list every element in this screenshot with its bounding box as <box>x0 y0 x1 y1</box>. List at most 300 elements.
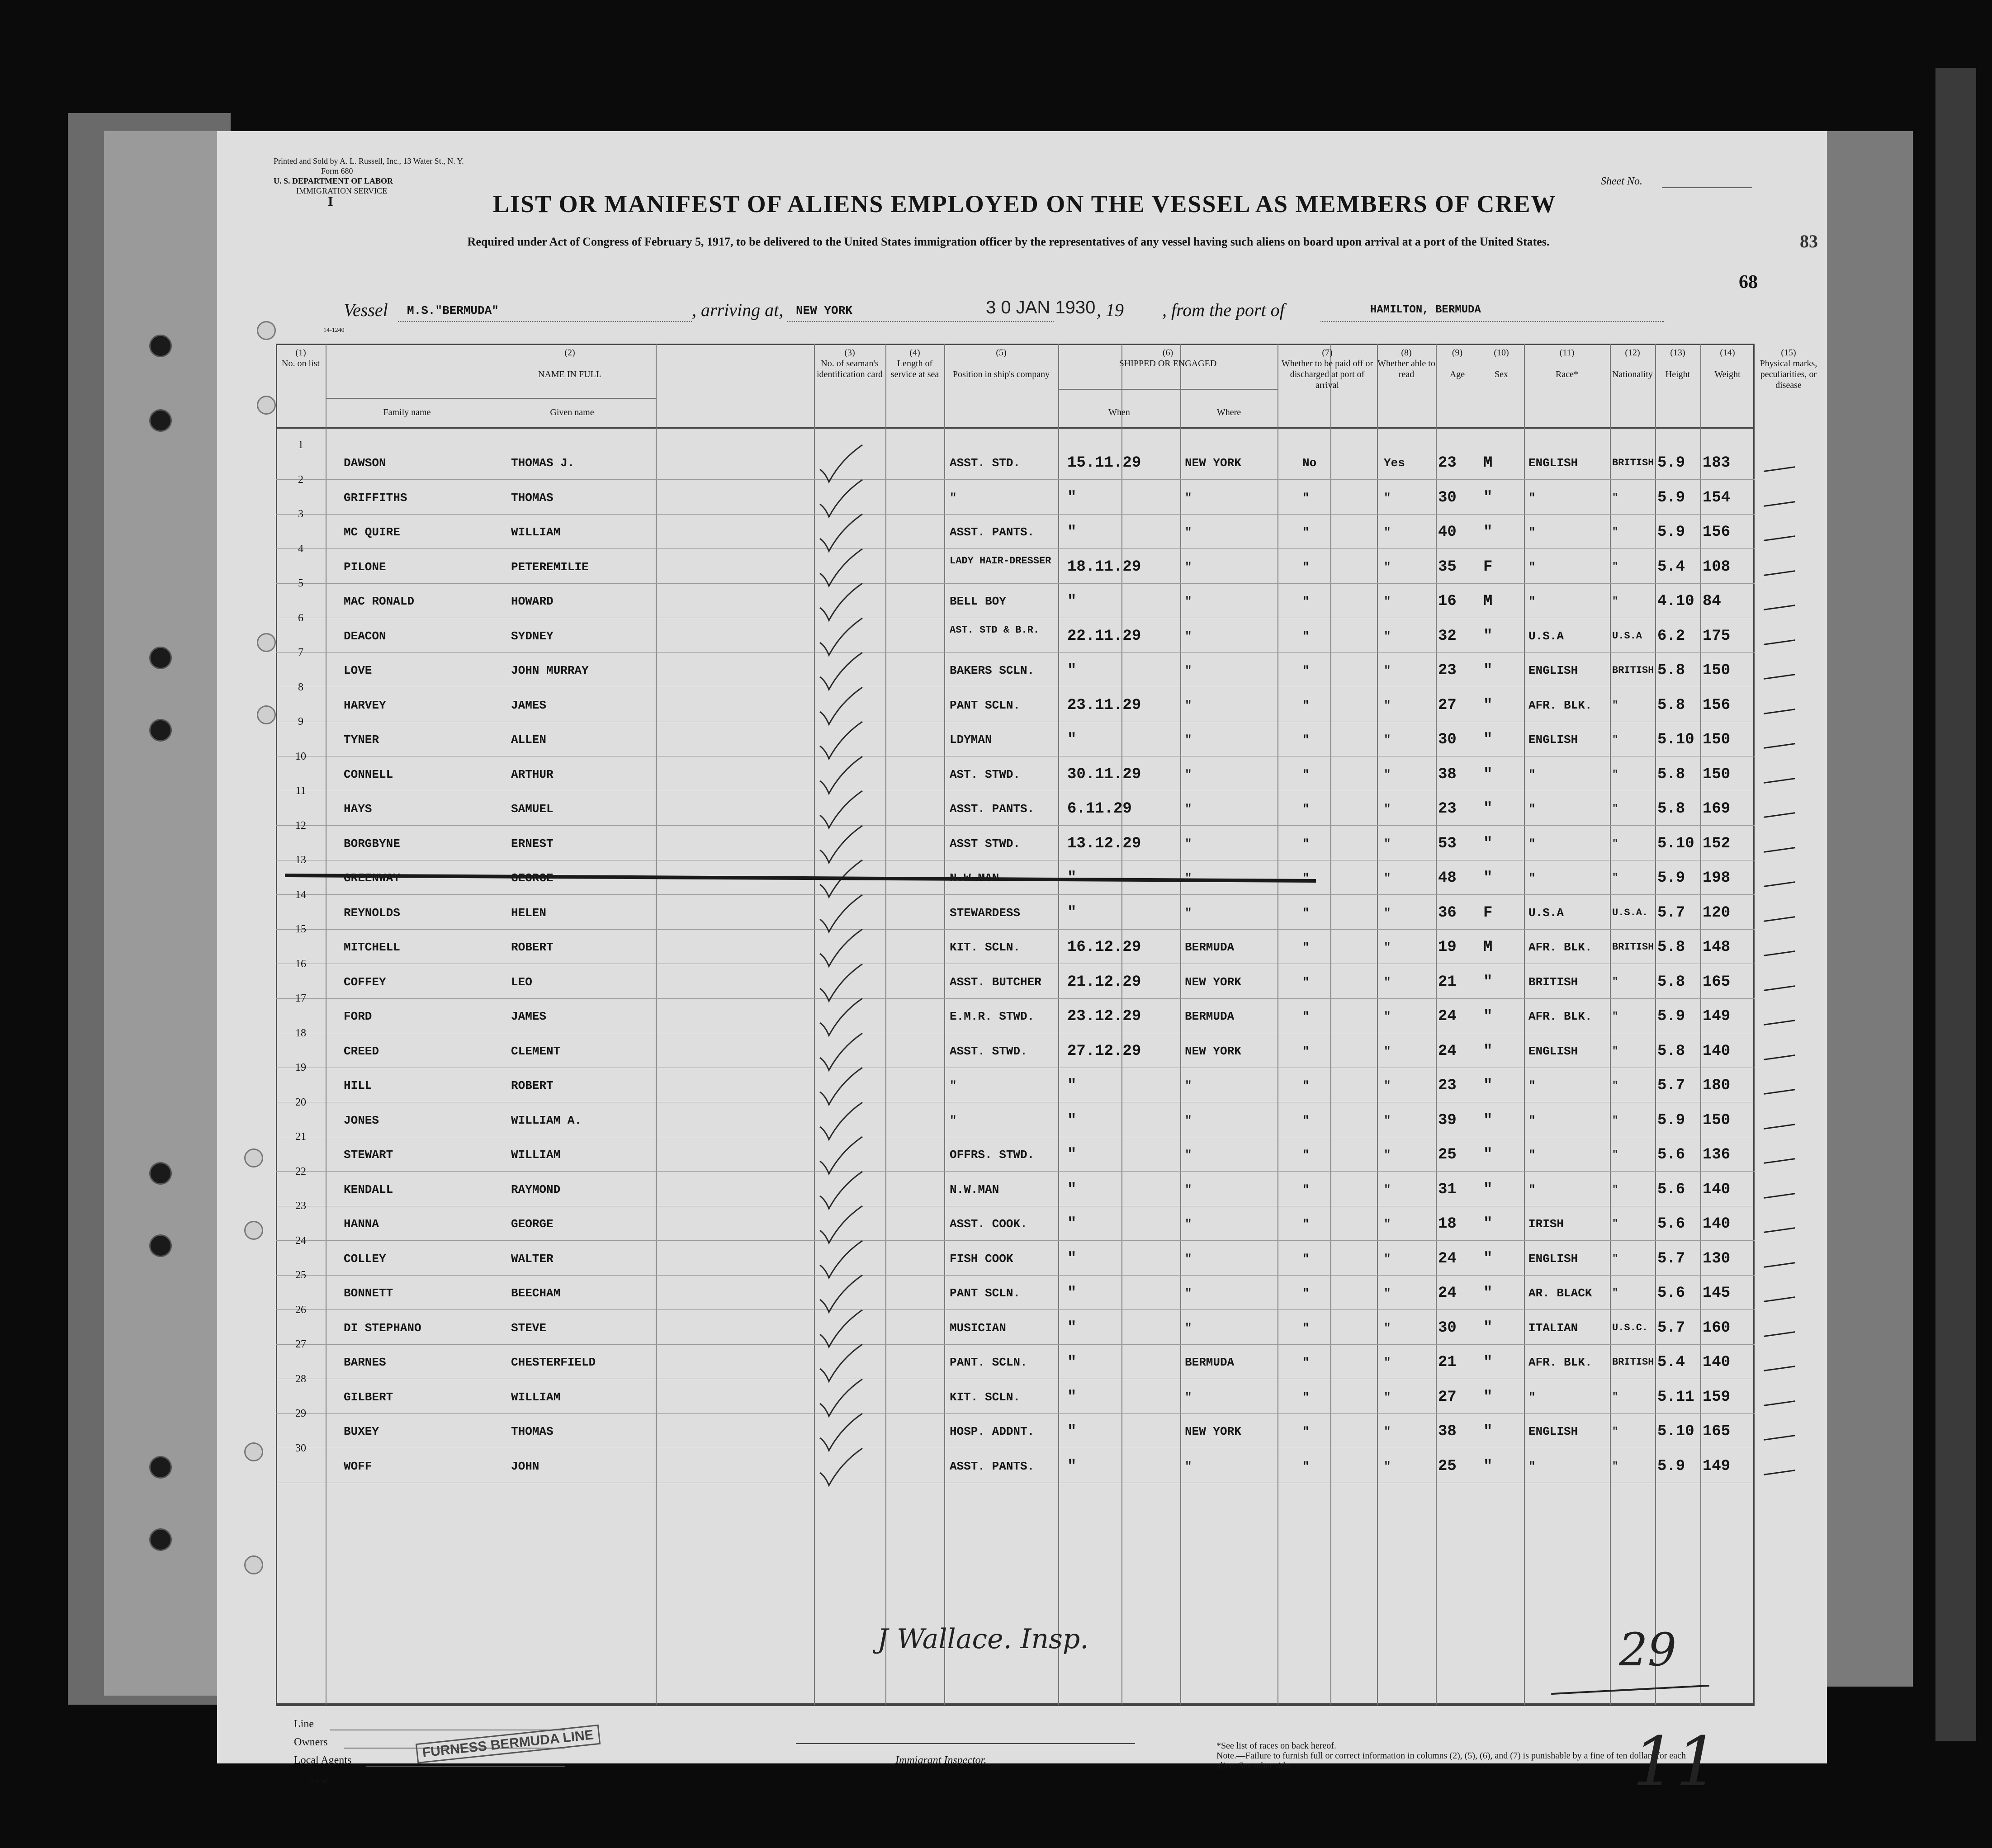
cell-paid: " <box>1302 1390 1310 1404</box>
form-code: 14-1240 <box>323 327 345 334</box>
table-row <box>217 1027 1827 1075</box>
arriving-port: NEW YORK <box>796 304 852 317</box>
physical-marks-dash <box>1764 743 1795 749</box>
cell-sex: " <box>1483 870 1493 887</box>
cell-height: 5.8 <box>1657 662 1685 679</box>
cell-read: " <box>1384 664 1391 677</box>
cell-position: AST. STWD. <box>950 767 1021 781</box>
cell-sex: M <box>1483 593 1493 610</box>
cell-height: 5.8 <box>1657 939 1685 956</box>
cell-weight: 198 <box>1703 870 1731 887</box>
col-header-age: (9) Age <box>1449 348 1465 379</box>
cell-nationality: U.S.C. <box>1612 1322 1648 1333</box>
cell-where: " <box>1185 1148 1192 1162</box>
cell-height: 5.9 <box>1657 1008 1685 1025</box>
cell-paid: " <box>1302 1010 1310 1023</box>
table-row <box>217 716 1827 763</box>
cell-weight: 154 <box>1703 489 1731 506</box>
cell-nationality: BRITISH <box>1612 941 1654 953</box>
physical-marks-dash <box>1764 1435 1795 1441</box>
cell-position: PANT SCLN. <box>950 698 1021 712</box>
cell-position: ASST. PANTS. <box>950 1459 1035 1473</box>
cell-position: AST. STD & B.R. <box>950 624 1040 636</box>
cell-read: " <box>1384 1217 1391 1231</box>
cell-race: " <box>1528 560 1536 574</box>
cell-paid: No <box>1302 456 1317 470</box>
physical-marks-dash <box>1764 916 1795 922</box>
cell-sex: " <box>1483 662 1493 679</box>
cell-weight: 150 <box>1703 731 1731 748</box>
cell-age: 24 <box>1438 1042 1457 1060</box>
col-header-seaman-card: (3) No. of seaman's identification card <box>816 348 883 379</box>
cell-paid: " <box>1302 1182 1310 1196</box>
cell-no: 6 <box>298 612 303 624</box>
cell-family: KENDALL <box>344 1182 393 1196</box>
cell-paid: " <box>1302 491 1310 505</box>
cell-weight: 149 <box>1703 1457 1731 1475</box>
cell-family: MC QUIRE <box>344 525 400 539</box>
table-row <box>217 1234 1827 1282</box>
cell-race: " <box>1528 837 1536 851</box>
cell-sex: " <box>1483 1319 1493 1337</box>
cell-given: ARTHUR <box>511 767 554 781</box>
cell-where: " <box>1185 1113 1192 1127</box>
cell-height: 5.7 <box>1657 1077 1685 1094</box>
cell-family: GILBERT <box>344 1390 393 1404</box>
physical-marks-dash <box>1764 1366 1795 1371</box>
cell-age: 19 <box>1438 939 1457 956</box>
cell-height: 5.7 <box>1657 1319 1685 1337</box>
cell-no: 2 <box>298 473 303 486</box>
physical-marks-dash <box>1764 1262 1795 1268</box>
cell-age: 23 <box>1438 454 1457 472</box>
vessel-line <box>398 321 692 322</box>
from-port-label: , from the port of <box>1162 300 1285 320</box>
col-header-sex: (10) Sex <box>1494 348 1509 379</box>
cell-where: " <box>1185 906 1192 920</box>
cell-given: PETEREMILIE <box>511 560 589 574</box>
physical-marks-dash <box>1764 1331 1795 1337</box>
cell-sex: " <box>1483 1111 1493 1129</box>
cell-family: BARNES <box>344 1356 386 1369</box>
cell-family: LOVE <box>344 664 372 677</box>
cell-age: 16 <box>1438 593 1457 610</box>
cell-weight: 156 <box>1703 696 1731 714</box>
cell-weight: 130 <box>1703 1250 1731 1267</box>
cell-given: JOHN <box>511 1459 539 1473</box>
cell-weight: 140 <box>1703 1042 1731 1060</box>
form-number: Form 680 <box>321 166 353 175</box>
cell-position: BAKERS SCLN. <box>950 664 1035 677</box>
cell-read: " <box>1384 1010 1391 1023</box>
cell-when: 18.11.29 <box>1067 558 1141 576</box>
check-mark-icon <box>816 1445 866 1490</box>
cell-family: DI STEPHANO <box>344 1321 421 1335</box>
table-row <box>217 612 1827 660</box>
cell-height: 4.10 <box>1657 593 1694 610</box>
table-row <box>217 1062 1827 1109</box>
cell-sex: " <box>1483 1008 1493 1025</box>
physical-marks-dash <box>1764 1470 1795 1475</box>
cell-race: ENGLISH <box>1528 1044 1578 1058</box>
cell-race: " <box>1528 1113 1536 1127</box>
cell-read: " <box>1384 1113 1391 1127</box>
cell-given: THOMAS <box>511 1425 554 1438</box>
cell-nationality: " <box>1612 1287 1618 1299</box>
cell-height: 5.6 <box>1657 1146 1685 1163</box>
cell-when: " <box>1067 1146 1077 1163</box>
cell-race: ENGLISH <box>1528 1425 1578 1438</box>
cell-no: 19 <box>295 1062 306 1073</box>
cell-when: " <box>1067 593 1077 610</box>
cell-read: " <box>1384 560 1391 574</box>
table-row <box>217 1269 1827 1317</box>
cell-position: " <box>950 1113 957 1127</box>
printer-line: Printed and Sold by A. L. Russell, Inc., 13 Water St., N. Y. <box>274 156 464 165</box>
cell-race: AFR. BLK. <box>1528 941 1592 954</box>
cell-height: 6.2 <box>1657 627 1685 645</box>
cell-no: 21 <box>295 1131 306 1143</box>
line-stamp: FURNESS BERMUDA LINE <box>416 1725 601 1763</box>
cell-nationality: U.S.A. <box>1612 907 1648 918</box>
table-row <box>217 577 1827 625</box>
cell-given: STEVE <box>511 1321 547 1335</box>
cell-paid: " <box>1302 767 1310 781</box>
physical-marks-dash <box>1764 501 1795 507</box>
cell-read: " <box>1384 1356 1391 1369</box>
cell-paid: " <box>1302 802 1310 816</box>
cell-age: 27 <box>1438 1388 1457 1406</box>
cell-height: 5.8 <box>1657 973 1685 991</box>
cell-sex: " <box>1483 800 1493 818</box>
cell-family: HAYS <box>344 802 372 816</box>
cell-paid: " <box>1302 1113 1310 1127</box>
cell-nationality: " <box>1612 1460 1618 1472</box>
cell-read: " <box>1384 1286 1391 1300</box>
col-header-shipped: (6) SHIPPED OR ENGAGED <box>1119 348 1217 369</box>
cell-read: Yes <box>1384 456 1405 470</box>
cell-race: ENGLISH <box>1528 733 1578 747</box>
cell-age: 21 <box>1438 1354 1457 1371</box>
cell-when: " <box>1067 1319 1077 1337</box>
col-header-height: (13) Height <box>1665 348 1690 379</box>
cell-given: WILLIAM <box>511 1390 561 1404</box>
cell-read: " <box>1384 1079 1391 1092</box>
col-header-race: (11) Race* <box>1556 348 1578 379</box>
cell-nationality: " <box>1612 1011 1618 1022</box>
cell-weight: 150 <box>1703 662 1731 679</box>
physical-marks-dash <box>1764 778 1795 784</box>
cell-given: THOMAS <box>511 491 554 505</box>
cell-nationality: " <box>1612 1114 1618 1126</box>
cell-given: ROBERT <box>511 941 554 954</box>
cell-where: " <box>1185 1390 1192 1404</box>
cell-given: HOWARD <box>511 595 554 608</box>
cell-age: 40 <box>1438 524 1457 541</box>
cell-age: 30 <box>1438 1319 1457 1337</box>
binder-hole <box>257 321 276 340</box>
cell-sex: " <box>1483 835 1493 852</box>
cell-sex: " <box>1483 1250 1493 1267</box>
cell-given: RAYMOND <box>511 1182 561 1196</box>
table-row <box>217 750 1827 798</box>
cell-read: " <box>1384 733 1391 747</box>
col-header-service-length: (4) Length of service at sea <box>890 348 939 379</box>
cell-when: " <box>1067 489 1077 506</box>
cell-height: 5.7 <box>1657 1250 1685 1267</box>
cell-age: 31 <box>1438 1181 1457 1198</box>
page-number: 68 <box>1739 272 1758 293</box>
cell-family: PILONE <box>344 560 386 574</box>
cell-nationality: BRITISH <box>1612 665 1654 676</box>
table-row <box>217 1442 1827 1490</box>
cell-given: THOMAS J. <box>511 456 575 470</box>
cell-when: " <box>1067 1111 1077 1129</box>
cell-family: GREENWAY <box>344 871 400 885</box>
cell-position: LADY HAIR-DRESSER <box>950 555 1051 567</box>
physical-marks-dash <box>1764 1400 1795 1406</box>
cell-race: " <box>1528 595 1536 608</box>
physical-marks-dash <box>1764 466 1795 472</box>
cell-family: BORGBYNE <box>344 837 400 851</box>
cell-read: " <box>1384 906 1391 920</box>
cell-position: FISH COOK <box>950 1252 1013 1266</box>
cell-read: " <box>1384 1252 1391 1266</box>
table-row <box>217 785 1827 832</box>
physical-marks-dash <box>1764 950 1795 956</box>
arrival-date-stamp: 3 0 JAN 1930 <box>986 298 1096 317</box>
cell-weight: 136 <box>1703 1146 1731 1163</box>
cell-read: " <box>1384 629 1391 643</box>
table-row <box>217 647 1827 694</box>
col-header-nationality: (12) Nationality <box>1612 348 1653 379</box>
cell-when: " <box>1067 524 1077 541</box>
table-row <box>217 993 1827 1040</box>
cell-nationality: U.S.A <box>1612 630 1642 642</box>
cell-family: COLLEY <box>344 1252 386 1266</box>
cell-read: " <box>1384 1425 1391 1438</box>
cell-given: SAMUEL <box>511 802 554 816</box>
cell-no: 14 <box>295 889 306 901</box>
physical-marks-dash <box>1764 985 1795 991</box>
cell-no: 22 <box>295 1165 306 1177</box>
cell-paid: " <box>1302 1044 1310 1058</box>
cell-where: " <box>1185 1252 1192 1266</box>
cell-family: CONNELL <box>344 767 393 781</box>
cell-given: ROBERT <box>511 1079 554 1092</box>
cell-no: 28 <box>295 1373 306 1385</box>
table-row <box>217 819 1827 867</box>
cell-no: 13 <box>295 854 306 866</box>
cell-family: COFFEY <box>344 975 386 989</box>
physical-marks-dash <box>1764 639 1795 645</box>
cell-weight: 152 <box>1703 835 1731 852</box>
cell-nationality: " <box>1612 803 1618 814</box>
binder-hole <box>149 409 172 432</box>
cell-when: 23.12.29 <box>1067 1008 1141 1025</box>
cell-height: 5.8 <box>1657 800 1685 818</box>
cell-height: 5.10 <box>1657 731 1694 748</box>
table-row <box>217 473 1827 521</box>
cell-sex: F <box>1483 558 1493 576</box>
physical-marks-dash <box>1764 1227 1795 1233</box>
cell-no: 1 <box>298 439 303 451</box>
cell-race: U.S.A <box>1528 906 1564 920</box>
cell-where: " <box>1185 733 1192 747</box>
cell-age: 38 <box>1438 766 1457 783</box>
physical-marks-dash <box>1764 605 1795 610</box>
cell-nationality: " <box>1612 1183 1618 1195</box>
physical-marks-dash <box>1764 1124 1795 1130</box>
cell-no: 29 <box>295 1408 306 1419</box>
cell-position: N.W.MAN <box>950 1182 999 1196</box>
cell-nationality: " <box>1612 1391 1618 1403</box>
cell-nationality: " <box>1612 837 1618 849</box>
cell-race: " <box>1528 525 1536 539</box>
cell-when: " <box>1067 1181 1077 1198</box>
cell-age: 36 <box>1438 904 1457 922</box>
cell-age: 30 <box>1438 489 1457 506</box>
cell-when: 16.12.29 <box>1067 939 1141 956</box>
table-row <box>217 1165 1827 1213</box>
cell-nationality: " <box>1612 976 1618 988</box>
cell-weight: 165 <box>1703 973 1731 991</box>
from-port-line <box>1320 321 1664 322</box>
page-subtitle: Required under Act of Congress of February 5, 1917, to be delivered to the United States immigration officer by the representatives of any vessel having such aliens on board upon arrival at a port of the United States. <box>467 235 1550 248</box>
table-row <box>217 1131 1827 1178</box>
col-header-physical-marks: (15) Physical marks, peculiarities, or disease <box>1760 348 1817 390</box>
cell-read: " <box>1384 698 1391 712</box>
cell-when: " <box>1067 662 1077 679</box>
sheet-number-line <box>1662 187 1752 188</box>
physical-marks-dash <box>1764 709 1795 714</box>
cell-read: " <box>1384 1390 1391 1404</box>
cell-weight: 159 <box>1703 1388 1731 1406</box>
cell-age: 23 <box>1438 800 1457 818</box>
cell-where: " <box>1185 1286 1192 1300</box>
cell-family: JONES <box>344 1113 379 1127</box>
footer-note-races: *See list of races on back hereof. <box>1216 1741 1336 1751</box>
cell-no: 16 <box>295 958 306 970</box>
cell-age: 23 <box>1438 662 1457 679</box>
cell-family: HILL <box>344 1079 372 1092</box>
col-header-family-name: Family name <box>383 407 431 417</box>
cell-family: DEACON <box>344 629 386 643</box>
cell-family: REYNOLDS <box>344 906 400 920</box>
cell-nationality: BRITISH <box>1612 1356 1654 1368</box>
cell-paid: " <box>1302 1252 1310 1266</box>
cell-no: 3 <box>298 508 303 520</box>
cell-given: CHESTERFIELD <box>511 1356 596 1369</box>
inspector-signature: J Wallace. Insp. <box>877 1623 1089 1655</box>
cell-sex: " <box>1483 1285 1493 1302</box>
cell-read: " <box>1384 941 1391 954</box>
cell-given: ERNEST <box>511 837 554 851</box>
cell-height: 5.9 <box>1657 1457 1685 1475</box>
cell-no: 20 <box>295 1096 306 1108</box>
cell-race: " <box>1528 1079 1536 1092</box>
sheet-number-label: Sheet No. <box>1601 175 1642 187</box>
cell-no: 5 <box>298 577 303 589</box>
cell-when: " <box>1067 1388 1077 1406</box>
vessel-name: M.S."BERMUDA" <box>407 304 499 317</box>
binder-hole <box>149 335 172 357</box>
cell-where: " <box>1185 491 1192 505</box>
cell-family: HANNA <box>344 1217 379 1231</box>
binder-hole <box>149 1234 172 1257</box>
cell-age: 27 <box>1438 696 1457 714</box>
cell-position: LDYMAN <box>950 733 992 747</box>
cell-when: " <box>1067 731 1077 748</box>
cell-when: " <box>1067 870 1077 887</box>
year-label: , 19 <box>1097 300 1124 320</box>
cell-height: 5.9 <box>1657 454 1685 472</box>
cell-when: " <box>1067 1077 1077 1094</box>
cell-position: STEWARDESS <box>950 906 1021 920</box>
cell-where: " <box>1185 871 1192 885</box>
cell-age: 48 <box>1438 870 1457 887</box>
physical-marks-dash <box>1764 1020 1795 1026</box>
cell-age: 21 <box>1438 973 1457 991</box>
cell-sex: " <box>1483 1181 1493 1198</box>
physical-marks-dash <box>1764 847 1795 853</box>
cell-nationality: " <box>1612 561 1618 572</box>
cell-no: 26 <box>295 1304 306 1316</box>
cell-where: BERMUDA <box>1185 1356 1235 1369</box>
binder-hole <box>149 1162 172 1185</box>
cell-age: 35 <box>1438 558 1457 576</box>
cell-weight: 180 <box>1703 1077 1731 1094</box>
cell-read: " <box>1384 802 1391 816</box>
cell-paid: " <box>1302 1425 1310 1438</box>
table-row <box>217 1338 1827 1386</box>
cell-read: " <box>1384 1044 1391 1058</box>
physical-marks-dash <box>1764 1193 1795 1199</box>
cell-weight: 150 <box>1703 766 1731 783</box>
cell-family: HARVEY <box>344 698 386 712</box>
cell-sex: " <box>1483 696 1493 714</box>
table-row <box>217 508 1827 556</box>
cell-nationality: " <box>1612 768 1618 780</box>
cell-where: " <box>1185 664 1192 677</box>
cell-given: WILLIAM <box>511 1148 561 1162</box>
physical-marks-dash <box>1764 1158 1795 1164</box>
cell-nationality: " <box>1612 699 1618 711</box>
table-row <box>217 1096 1827 1144</box>
cell-height: 5.6 <box>1657 1285 1685 1302</box>
table-row <box>217 1408 1827 1455</box>
cell-when: " <box>1067 1285 1077 1302</box>
cell-position: PANT. SCLN. <box>950 1356 1027 1369</box>
cell-when: " <box>1067 1250 1077 1267</box>
cell-paid: " <box>1302 1286 1310 1300</box>
cell-weight: 108 <box>1703 558 1731 576</box>
physical-marks-dash <box>1764 881 1795 887</box>
cell-weight: 160 <box>1703 1319 1731 1337</box>
cell-read: " <box>1384 975 1391 989</box>
cell-position: ASST. STWD. <box>950 1044 1027 1058</box>
cell-height: 5.8 <box>1657 766 1685 783</box>
cell-race: ENGLISH <box>1528 664 1578 677</box>
cell-paid: " <box>1302 560 1310 574</box>
cell-paid: " <box>1302 1079 1310 1092</box>
cell-sex: " <box>1483 1042 1493 1060</box>
from-port: HAMILTON, BERMUDA <box>1370 304 1481 316</box>
cell-paid: " <box>1302 664 1310 677</box>
arriving-label: , arriving at, <box>692 300 784 320</box>
cell-given: WALTER <box>511 1252 554 1266</box>
cell-sex: " <box>1483 1077 1493 1094</box>
